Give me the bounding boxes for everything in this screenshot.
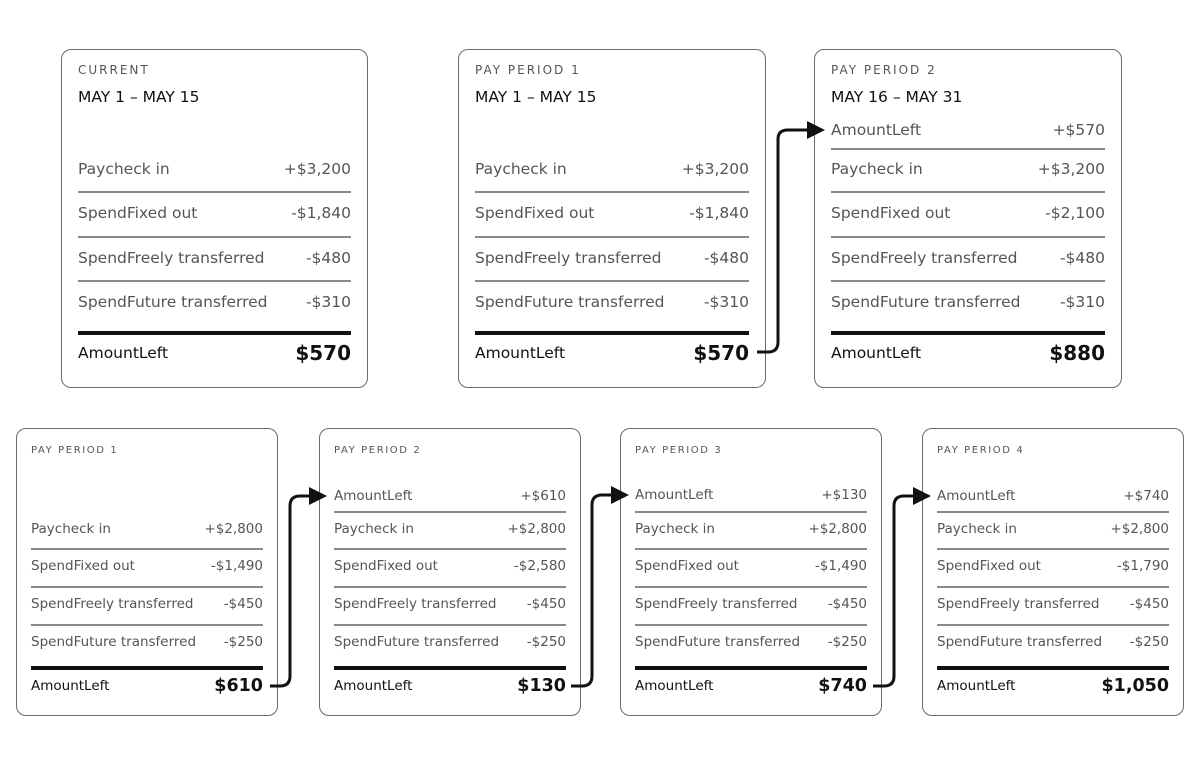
row-label: Paycheck in [334,521,414,537]
row-label: AmountLeft [635,487,714,503]
amount-left-row [78,340,351,366]
spend-future-row [475,291,749,313]
row-label: AmountLeft [334,488,413,504]
row-label: SpendFixed out [78,204,198,222]
paycheck-row [635,519,867,539]
row-value: -$450 [827,596,867,612]
total-rule [31,666,263,670]
total-amount: $570 [693,341,749,365]
carryover-row [334,486,566,506]
row-value: -$450 [526,596,566,612]
spend-future-row [831,291,1105,313]
paycheck-row [475,158,749,180]
total-amount: $570 [295,341,351,365]
spend-freely-row [31,594,263,614]
spend-fixed-row [937,556,1169,576]
total-rule [831,331,1105,335]
total-label: AmountLeft [937,678,1016,694]
paycheck-row [334,519,566,539]
row-divider [635,511,867,513]
card-label: CURRENT [78,63,150,77]
row-label: SpendFreely transferred [31,596,194,612]
row-value: +$610 [520,488,566,504]
row-value: +$2,800 [808,521,867,537]
row-label: SpendFreely transferred [937,596,1100,612]
row-value: +$740 [1123,488,1169,504]
row-label: SpendFixed out [831,204,951,222]
amount-left-row [334,674,566,698]
card-label: PAY PERIOD 4 [937,445,1025,456]
row-value: +$2,800 [1110,521,1169,537]
row-label: SpendFixed out [334,558,438,574]
spend-future-row [334,632,566,652]
row-value: -$480 [703,249,749,267]
row-divider [31,624,263,626]
row-label: SpendFuture transferred [831,293,1021,311]
row-label: Paycheck in [31,521,111,537]
row-label: Paycheck in [831,160,923,178]
spend-freely-row [635,594,867,614]
row-divider [831,148,1105,150]
amount-left-row [475,340,749,366]
bottom-pay-period-4-card [922,428,1184,716]
row-label: SpendFuture transferred [635,634,801,650]
card-dates: MAY 16 – MAY 31 [831,88,963,106]
row-value: -$310 [305,293,351,311]
card-label: PAY PERIOD 2 [334,445,422,456]
row-divider [831,191,1105,193]
row-divider [31,586,263,588]
total-label: AmountLeft [31,678,110,694]
row-value: -$2,100 [1045,204,1105,222]
current-period-card [61,49,368,388]
row-label: SpendFuture transferred [475,293,665,311]
row-label: SpendFreely transferred [334,596,497,612]
row-divider [475,280,749,282]
row-label: SpendFixed out [635,558,739,574]
total-amount: $130 [517,676,566,696]
row-label: SpendFixed out [31,558,135,574]
pay-period-2-card [814,49,1122,388]
row-label: AmountLeft [831,121,922,139]
carryover-arrow-1-2 [270,496,324,686]
row-value: -$1,840 [291,204,351,222]
paycheck-row [31,519,263,539]
total-rule [334,666,566,670]
row-label: Paycheck in [937,521,1017,537]
row-value: -$250 [827,634,867,650]
total-rule [937,666,1169,670]
card-label: PAY PERIOD 2 [831,63,937,77]
row-label: SpendFreely transferred [635,596,798,612]
total-amount: $740 [818,676,867,696]
spend-freely-row [475,247,749,269]
spend-fixed-row [78,202,351,224]
total-rule [635,666,867,670]
paycheck-row [831,158,1105,180]
amount-left-row [31,674,263,698]
amount-left-row [937,674,1169,698]
row-value: +$3,200 [681,160,749,178]
card-dates: MAY 1 – MAY 15 [78,88,200,106]
card-dates: MAY 1 – MAY 15 [475,88,597,106]
row-divider [831,280,1105,282]
row-value: -$1,790 [1116,558,1169,574]
total-label: AmountLeft [831,344,922,362]
row-divider [31,548,263,550]
row-divider [334,624,566,626]
row-divider [937,586,1169,588]
row-divider [937,511,1169,513]
bottom-pay-period-3-card [620,428,882,716]
total-amount: $610 [214,676,263,696]
carryover-row [831,119,1105,141]
spend-freely-row [78,247,351,269]
row-label: Paycheck in [78,160,170,178]
total-label: AmountLeft [475,344,566,362]
total-label: AmountLeft [78,344,169,362]
spend-future-row [937,632,1169,652]
row-divider [78,236,351,238]
row-value: -$310 [1059,293,1105,311]
spend-fixed-row [831,202,1105,224]
row-label: SpendFuture transferred [937,634,1103,650]
row-divider [475,191,749,193]
card-label: PAY PERIOD 3 [635,445,723,456]
row-label: SpendFixed out [937,558,1041,574]
spend-freely-row [334,594,566,614]
total-rule [475,331,749,335]
row-divider [78,191,351,193]
row-value: -$250 [1129,634,1169,650]
paycheck-row [937,519,1169,539]
spend-future-row [635,632,867,652]
spend-fixed-row [475,202,749,224]
pay-period-1-card [458,49,766,388]
total-label: AmountLeft [635,678,714,694]
row-value: -$250 [526,634,566,650]
row-label: SpendFreely transferred [475,249,662,267]
carryover-arrow-top [757,130,822,352]
row-divider [78,280,351,282]
row-label: SpendFixed out [475,204,595,222]
spend-fixed-row [334,556,566,576]
row-divider [635,548,867,550]
row-value: -$1,490 [814,558,867,574]
row-label: SpendFreely transferred [831,249,1018,267]
row-value: -$450 [1129,596,1169,612]
paycheck-row [78,158,351,180]
row-value: -$480 [305,249,351,267]
row-value: -$450 [223,596,263,612]
row-value: +$570 [1052,121,1105,139]
row-divider [334,511,566,513]
row-divider [334,586,566,588]
spend-fixed-row [31,556,263,576]
total-amount: $1,050 [1101,676,1169,696]
spend-future-row [31,632,263,652]
carryover-row [937,486,1169,506]
row-label: SpendFuture transferred [334,634,500,650]
row-value: +$3,200 [283,160,351,178]
row-value: -$250 [223,634,263,650]
row-divider [937,624,1169,626]
amount-left-row [831,340,1105,366]
row-value: +$2,800 [204,521,263,537]
spend-future-row [78,291,351,313]
row-value: -$310 [703,293,749,311]
spend-fixed-row [635,556,867,576]
row-value: +$2,800 [507,521,566,537]
bottom-pay-period-2-card [319,428,581,716]
row-divider [937,548,1169,550]
row-value: -$1,840 [689,204,749,222]
row-label: AmountLeft [937,488,1016,504]
row-divider [635,624,867,626]
row-label: SpendFreely transferred [78,249,265,267]
spend-freely-row [937,594,1169,614]
carryover-row [635,485,867,505]
row-divider [635,586,867,588]
card-label: PAY PERIOD 1 [475,63,581,77]
total-rule [78,331,351,335]
bottom-pay-period-1-card [16,428,278,716]
total-label: AmountLeft [334,678,413,694]
card-label: PAY PERIOD 1 [31,445,119,456]
row-value: -$1,490 [210,558,263,574]
row-value: +$3,200 [1037,160,1105,178]
row-divider [831,236,1105,238]
spend-freely-row [831,247,1105,269]
amount-left-row [635,674,867,698]
row-label: SpendFuture transferred [78,293,268,311]
row-value: -$2,580 [513,558,566,574]
row-divider [475,236,749,238]
row-value: +$130 [821,487,867,503]
row-label: Paycheck in [635,521,715,537]
row-label: Paycheck in [475,160,567,178]
row-label: SpendFuture transferred [31,634,197,650]
total-amount: $880 [1049,341,1105,365]
row-value: -$480 [1059,249,1105,267]
row-divider [334,548,566,550]
